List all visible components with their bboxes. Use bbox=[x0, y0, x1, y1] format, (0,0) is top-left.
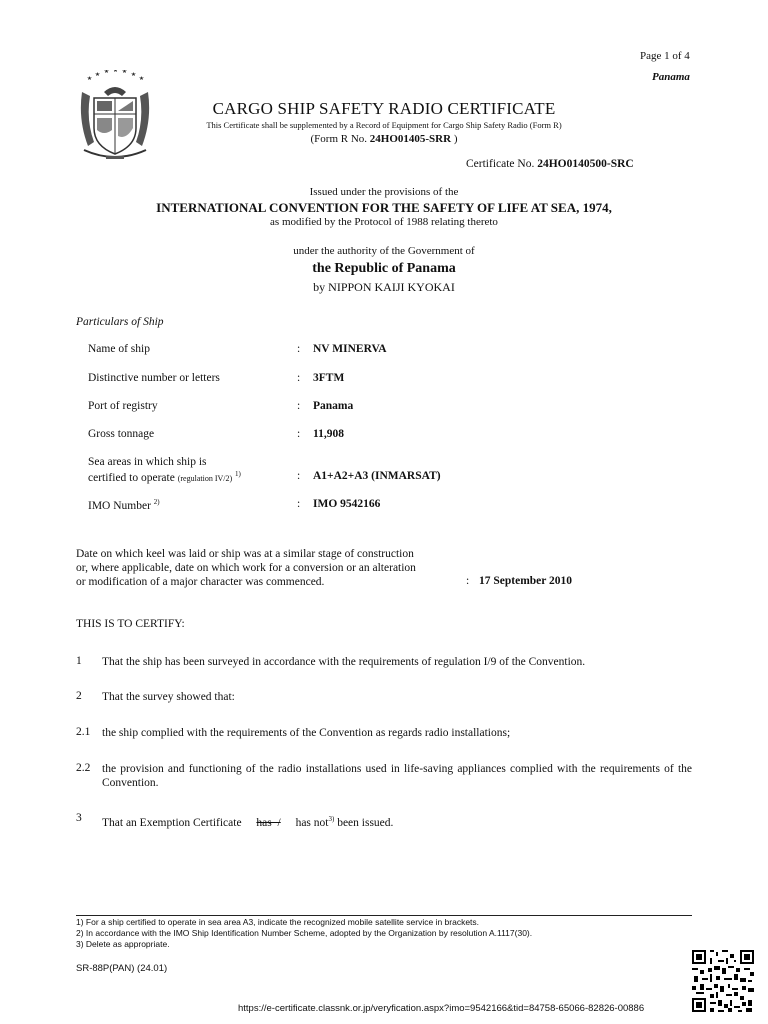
classification-society: by NIPPON KAIJI KYOKAI bbox=[313, 280, 455, 294]
item-text: the ship complied with the requirements of the Convention as regards radio installations; bbox=[102, 727, 511, 739]
issued-under-text: Issued under the provisions of the bbox=[309, 186, 459, 198]
item-number: 3 bbox=[76, 812, 82, 824]
port-of-registry-label: Port of registry bbox=[88, 400, 158, 412]
ship-name-value: NV MINERVA bbox=[313, 343, 387, 355]
sea-areas-label-text: certified to operate bbox=[88, 471, 175, 484]
exemption-text-after: has not bbox=[295, 816, 329, 829]
imo-number-colon: : bbox=[297, 498, 301, 510]
gross-tonnage-value: 11,908 bbox=[313, 428, 344, 440]
item-number: 2.2 bbox=[76, 762, 91, 774]
item-number: 1 bbox=[76, 655, 82, 667]
certificate-title: CARGO SHIP SAFETY RADIO CERTIFICATE bbox=[212, 99, 556, 118]
port-of-registry-colon: : bbox=[297, 400, 301, 412]
certificate-number bbox=[466, 158, 634, 170]
item-text: That the survey showed that: bbox=[102, 691, 235, 703]
footnote-ref-1: 1) bbox=[235, 470, 241, 478]
keel-date-label bbox=[76, 547, 496, 589]
item-text: the provision and functioning of the radio installations used in life-saving appliances complied with the requirements of the Convention. bbox=[102, 763, 692, 789]
gross-tonnage-colon: : bbox=[297, 428, 301, 440]
certificate-number-prefix: Certificate No. bbox=[466, 158, 535, 170]
verification-url[interactable]: https://e-certificate.classnk.or.jp/veryfication.aspx?imo=9542166&tid=84758-65066-82826-00886 bbox=[238, 1003, 645, 1014]
keel-label-line3: or modification of a major character was commenced. bbox=[76, 576, 325, 588]
keel-label-line2: or, where applicable, date on which work for a conversion or an alteration bbox=[76, 562, 416, 574]
authority-text: under the authority of the Government of bbox=[293, 245, 475, 257]
government-name: the Republic of Panama bbox=[312, 261, 456, 276]
imo-number-value: IMO 9542166 bbox=[313, 498, 381, 510]
keel-date-value: 17 September 2010 bbox=[479, 575, 573, 587]
particulars-heading: Particulars of Ship bbox=[76, 316, 164, 328]
struck-option: has / bbox=[256, 816, 281, 829]
sea-areas-label-line2 bbox=[88, 470, 241, 484]
exemption-text-end: been issued. bbox=[337, 816, 394, 829]
sea-areas-colon: : bbox=[297, 470, 301, 482]
keel-date-colon: : bbox=[466, 575, 470, 587]
distinctive-letters-colon: : bbox=[297, 372, 301, 384]
form-number-value: 24HO01405-SRR bbox=[369, 133, 452, 145]
certificate-subtitle: This Certificate shall be supplemented by a Record of Equipment for Cargo Ship Safety Radio (Form R) bbox=[206, 120, 562, 130]
footnote-3: 3) Delete as appropriate. bbox=[76, 939, 170, 949]
certify-heading: THIS IS TO CERTIFY: bbox=[76, 618, 185, 630]
item-number: 2 bbox=[76, 690, 82, 702]
footnote-2: 2) In accordance with the IMO Ship Identification Number Scheme, adopted by the Organization by resolution A.1117(30). bbox=[76, 928, 533, 938]
item-text: That the ship has been surveyed in accordance with the requirements of regulation I/9 of the Convention. bbox=[102, 656, 586, 668]
form-number bbox=[0, 133, 768, 145]
keel-label-line1: Date on which keel was laid or ship was at a similar stage of construction bbox=[76, 548, 414, 560]
form-number-prefix: (Form R No. bbox=[310, 133, 368, 145]
sea-areas-value: A1+A2+A3 (INMARSAT) bbox=[313, 470, 441, 482]
form-code: SR-88P(PAN) (24.01) bbox=[76, 963, 168, 974]
exemption-text bbox=[102, 812, 692, 830]
ship-name-colon: : bbox=[297, 343, 301, 355]
item-number: 2.1 bbox=[76, 726, 91, 738]
distinctive-letters-value: 3FTM bbox=[313, 372, 345, 384]
gross-tonnage-label: Gross tonnage bbox=[88, 428, 155, 440]
form-number-suffix: ) bbox=[453, 133, 458, 145]
page-number: Page 1 of 4 bbox=[640, 50, 690, 62]
qr-code-icon bbox=[690, 948, 756, 1014]
protocol-text: as modified by the Protocol of 1988 relating thereto bbox=[270, 216, 498, 228]
flag-state: Panama bbox=[652, 71, 690, 83]
ship-name-label: Name of ship bbox=[88, 343, 150, 355]
exemption-text-before: That an Exemption Certificate bbox=[102, 816, 242, 829]
sea-areas-regulation: (regulation IV/2) bbox=[177, 473, 233, 483]
certificate-number-value: 24HO0140500-SRC bbox=[537, 158, 634, 170]
port-of-registry-value: Panama bbox=[313, 400, 354, 412]
convention-title: INTERNATIONAL CONVENTION FOR THE SAFETY OF LIFE AT SEA, 1974, bbox=[156, 200, 612, 215]
footnote-1: 1) For a ship certified to operate in sea area A3, indicate the recognized mobile satellite service in brackets. bbox=[76, 917, 480, 927]
footnote-divider bbox=[76, 915, 692, 916]
footnote-ref-2: 2) bbox=[153, 498, 160, 506]
imo-number-label-text: IMO Number bbox=[88, 499, 151, 512]
imo-number-label bbox=[88, 498, 160, 512]
footnote-ref-3: 3) bbox=[328, 815, 335, 823]
sea-areas-label-line1: Sea areas in which ship is bbox=[88, 456, 207, 468]
distinctive-letters-label: Distinctive number or letters bbox=[88, 372, 220, 384]
